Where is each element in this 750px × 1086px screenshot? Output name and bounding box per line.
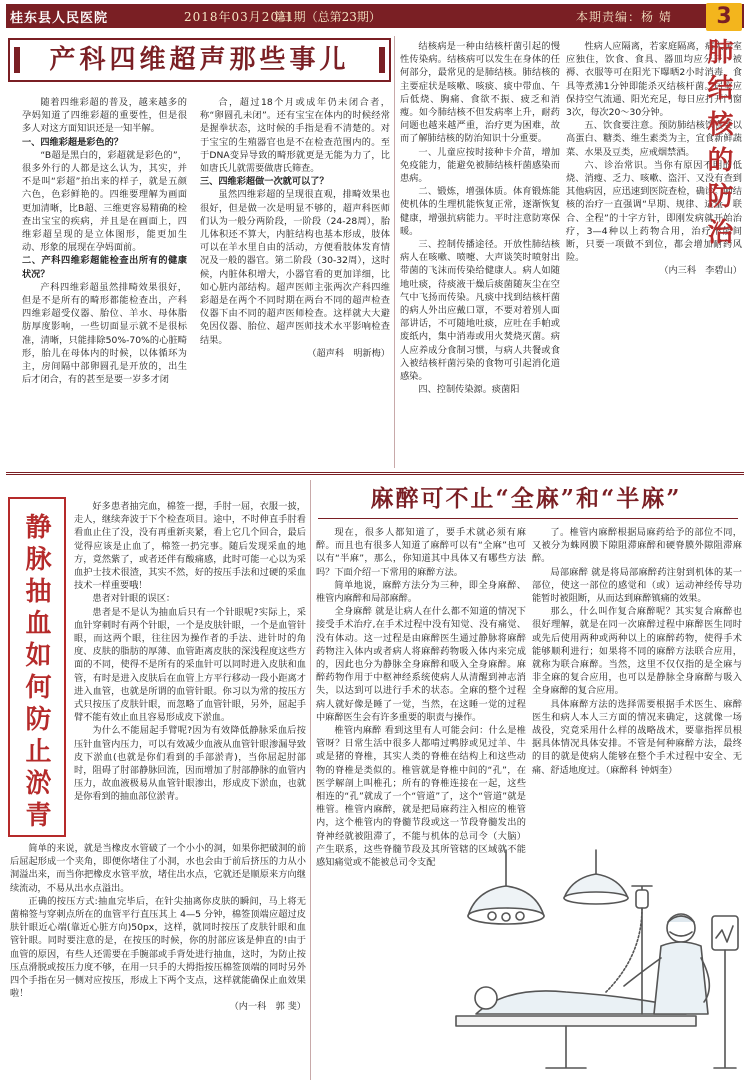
- author-credit: （内一科 郭 斐）: [229, 1001, 306, 1013]
- subheading: 二、产科四维彩超能检查出所有的健康状况？: [22, 255, 187, 280]
- paragraph: 合，超过18个月或成年仍未闭合者，称“卵圆孔未闭”。还有宝宝在体内的时候经常是握拳状态，这时候的手指是看不清楚的。对于宝宝的生殖器官也是不在检查范围内的。至于DNA变异导致的畸形就更是无能为力了，比如唐氏儿就需要做唐氏筛查。: [200, 97, 390, 175]
- operating-room-illustration: [446, 846, 742, 1082]
- subheading: 一、四维彩超是彩色的？: [22, 136, 124, 148]
- paragraph: 三、控制传播途径。开放性肺结核病人在咳嗽、喷嚏、大声谈笑时喷射出带菌的飞沫而传染给健康人。病人如随地吐痰，待痰液干燥后痰菌随灰尘在空气中飞扬而传染。凡痰中找到结核杆菌的病人外出应戴口罩，不要对着别人面部讲话，不可随地吐痰，应吐在手帕或废纸内，集中消毒或用火焚烧灭菌。病人应养成分食制习惯，与病人共餐或食入被结核杆菌污染的食物可引起消化道感染。: [400, 239, 560, 383]
- page-number-badge: 3: [706, 3, 742, 31]
- article2-title: 肺结核的防治: [703, 38, 733, 254]
- paragraph: 四、控制传染源。痰菌阳: [418, 384, 520, 396]
- paragraph: 结核病是一种由结核杆菌引起的慢性传染病。结核病可以发生在身体的任何部分，最常见的是肺结核。肺结核的主要症状是咳嗽、咳痰、痰中带血、午后低烧、胸痛、食欲不振、疲乏和消瘦。如今肺结核不但发病率上升，耐药问题也越来越严重，治疗更为困难，故而了解肺结核的防治知识十分重要。: [400, 41, 560, 145]
- paragraph: 患者是不是认为抽血后只有一个针眼呢?实际上，采血针穿刺时有两个针眼，一个是皮肤针眼，一个是血管针眼，而这两个眼，往往因为操作者的手法、进针时的角度、皮肤的脂肪的厚薄、血管距离皮肤的深浅程度这些方面的不同，使得不是所有的采血针可以同时进入皮肤和血管，有时是进入皮肤后在血管上方平行移动一段小距离才进入血管，也就是所谓的血管针眼。你习以为常的按压方式只按压了皮肤针眼，而忽略了血管针眼，另外，屈起手臂不能有效止血且容易形成皮下淤血。: [74, 606, 306, 724]
- editor-credit: 本期责编：杨 婧: [576, 10, 672, 24]
- paragraph: 虽然四维彩超的呈现很直观，排畸效果也很好，但是做一次是明显不够的，超声科医师们认为一般分两阶段，一阶段（24-28周），胎儿体积还不算大，内脏结构也基本形成，肢体可以在羊水里自由的活动，方便看肢体发育情况及一般的器官。第二阶段（30-32周），这时候，内脏体积增大，小器官看的更加详细，比如心脏内部结构。超声医师主张两次产科四维彩超是在两个不同时期在两台不同的超声检查仪器下由不同的超声医师检查。这样就大大避免因仪器、胎位、超声医师技术水平影响检查结果。: [200, 189, 390, 346]
- issue-date: 2018年03月20日: [184, 10, 293, 24]
- subheading: 三、四维彩超做一次就可以了？: [200, 176, 329, 188]
- author-credit: （超声科 明新梅）: [307, 347, 390, 359]
- paper-name: 桂东县人民医院: [10, 11, 109, 26]
- paragraph: 为什么不能屈起手臂呢?因为有效降低静脉采血后按压针血管内压力，可以有效减少血液从血管针眼渗漏导致皮下淤血(也就是你们看到的手部淤青)，当你屈起肘部时，阻碍了肘部静脉回流，因而增加了肘部静脉的血管内压力，故血液极易从血管针眼渗出，形成皮下淤血，也就是你看到的抽血部位淤青。: [74, 725, 306, 803]
- paragraph: 好多患者抽完血，棉签一摁，手肘一屈，衣服一披，走人，继续奔波于下个检查项目。途中，不时伸直手肘看看血止住了没，没有再重新夹紧，看上它几个回合，最后觉得应该是止血了，棉签一扔完事。随后发现采血的地方，竟然紫了，或者还伴有酸痛感，此时可能一心以为采血护士技术很渣，其实不然，好的按压手法和过硬的采血技术一样重要哦！: [74, 501, 306, 592]
- article3-column-bottom: [10, 842, 306, 1080]
- header-bar: [6, 4, 744, 28]
- paragraph: 了。椎管内麻醉根据局麻药给予的部位不同，又被分为蛛网膜下隙阻滞麻醉和硬脊膜外隙阻滞麻醉。: [532, 527, 742, 565]
- paragraph: 具体麻醉方法的选择需要根据手术医生、麻醉医生和病人本人三方面的情况来确定，这就像一场战役，究竟采用什么样的战略战术，要靠指挥员根据具体情况具体安排。不管是何种麻醉方法，最终的目的就是使病人能够在整个手术过程中安全、无痛、舒适地度过。（麻醉科 钟炳奎）: [532, 698, 742, 776]
- article4-column-2: [532, 526, 742, 844]
- article1-column-2: [200, 96, 390, 466]
- column-divider: [394, 36, 395, 468]
- paragraph: 局部麻醉 就是将局部麻醉药注射到机体的某一部位，使这一部位的感觉和（或）运动神经传导功能暂时被阻断，从而达到麻醉镇痛的效果。: [532, 566, 742, 605]
- paragraph: 全身麻醉 就是让病人在什么都不知道的情况下接受手术治疗,在手术过程中没有知觉、没有痛觉、没有体动。这一过程是由麻醉医生通过静脉将麻醉药物注入体内或者病人将麻醉药物吸入体内来完成的，因此也分为静脉全身麻醉和吸入全身麻醉。麻醉药物作用于中枢神经系统使病人从清醒到神志消失，以达到可以进行手术的状态。全麻的整个过程病人就好像是睡了一觉，当然，在这睡一觉的过程中麻醉医生会有许多重要的职责与操作。: [316, 606, 526, 723]
- paragraph: “B超是黑白的，彩超就是彩色的”，很多外行的人都是这么认为，其实，并不是叫“彩超”拍出来的样子，就是五颜六色，色彩鲜艳的。四维要理解为画面更加清晰，比B超、三维更容易精确的检查出宝宝的疾病，并且是在画面上，四维彩超呈现的是立体图形，能更加生动、形象的展现在孕妈面前。: [22, 149, 187, 254]
- article4-headline: 麻醉可不止“全麻”和“半麻”: [370, 485, 682, 512]
- article3-title: 静脉抽血如何防止淤青: [21, 513, 51, 833]
- column-divider: [310, 480, 311, 1080]
- issue-number: 第1期（总第23期）: [274, 10, 381, 24]
- paragraph: 二、锻炼，增强体质。体育锻炼能使机体的生理机能恢复正常，逐渐恢复健康，增强抗病能力。平时注意防寒保暖。: [400, 186, 560, 237]
- paragraph: 产科四维彩超虽然排畸效果很好，但是不是所有的畸形都能检查出，产科四维彩超受仪器、胎位、羊水、母体脂肪厚度影响，一些切面显示就不是很标准，清晰，只能排除50%-70%的心脏畸形，胎儿在母体内的时候，以体循环为主，房间隔中部卵圆孔是开放的，出生后才闭合，有的甚至是要一岁多才闭: [22, 281, 187, 386]
- paragraph: 椎管内麻醉 看到这里有人可能会问：什么是椎管呀？日常生活中很多人都啃过鸭脖或见过羊、牛或是猪的脊椎，其实人类的脊椎在结构上和这些动物的脊椎是类似的。椎管就是脊椎中间的“孔”，在医学解剖上叫椎孔；所有的脊椎连接在一起，这些相连的“孔”就成了一个“管道”了，这个“管道”就是椎管。椎管内麻醉，就是把局麻药注入相应的椎管内，这个椎管内的脊髓节段或这一节段脊髓发出的脊神经就被阻滞了，不能与机体的总司令（大脑）产生联系，这些脊髓节段及其所管辖的区域就不能感知痛觉或不能被总司令支配: [316, 725, 526, 869]
- paragraph: 简单的来说，就是当橡皮水管破了一个小小的洞，如果你把破洞的前后屈起形成一个夹角，即便你堵住了小洞，水也会由于前后挤压的力从小洞溢出来，而当你把橡皮水管平放，堵住出水点，它就还是顺原来方向继续流动，不易从出水点溢出。: [10, 843, 306, 894]
- author-credit: （内三科 李碧山）: [659, 265, 742, 277]
- headline-rule: [318, 518, 738, 519]
- paragraph: 正确的按压方式:抽血完毕后，在针尖抽离你皮肤的瞬间，马上将无菌棉签与穿刺点所在的血管平行直压其上 4—5 分钟，棉签顶端应超过皮肤针眼近心端(靠近心脏方向)50px，这样，就同时按压了皮肤针眼和血管针眼。同时要注意的是，在按压的时候，你的肘部应该是伸直的!由于血管的原因，有些人还需要在手腕部或手背处进行抽血，这时，为防止按压点滑脱或按压力度不够，在用一只手的大拇指按压棉签顶端的同时另外四个手指在另一侧对应按压，形成上下两个支点，这样就能确保止血效果啦！: [10, 895, 306, 1000]
- paragraph: 现在，很多人都知道了，要手术就必须有麻醉。而且也有很多人知道了麻醉可以有“全麻”也可以有“半麻”，那么，你知道其中具体又有哪些方法吗？下面介绍一下常用的麻醉方法。: [316, 527, 526, 578]
- paragraph: 性病人应隔离，若家庭隔离，病人居室应独住，饮食、食具、器皿均应分开。被褥、衣服等可在阳光下曝晒2小时消毒，食具等煮沸1分钟即能杀灭结核杆菌。居室应保持空气流通、阳光充足，每日应打开门窗3次，每次20～30分钟。: [566, 41, 742, 119]
- article2-column-1: [400, 40, 560, 468]
- paragraph: 六、诊治常识。当你有原因不明的低烧、消瘦、乏力、咳嗽、盗汗、又没有查到其他病因，应迅速到医院查检，确诊。肺结核的治疗一直强调“早期、规律、适量、联合、全程”的十字方针，即刚发病就开始治疗，3—4种以上药物合用，治疗不能间断，只要一项做不到位，都会增加耐药风险。: [566, 159, 742, 264]
- paragraph: 患者对针眼的误区：: [92, 593, 176, 605]
- paragraph: 随着四维彩超的普及，越来越多的孕妈知道了四维彩超的重要性，但是很多人对这方面知识还是一知半解。: [22, 97, 187, 135]
- article1-headline: 产科四维超声那些事儿: [8, 38, 391, 82]
- paragraph: 那么，什么叫作复合麻醉呢？其实复合麻醉也很好理解，就是在同一次麻醉过程中麻醉医生同时或先后使用两种或两种以上的麻醉药物，使得手术能够顺利进行；如果将不同的麻醉方法联合应用，就称为联合麻醉。当然，这里不仅仅指的是全麻与非全麻的复合应用，也可以是静脉全身麻醉与吸入全身麻醉的复合应用。: [532, 606, 742, 697]
- paragraph: 一、儿童应按时接种卡介苗，增加免疫能力，能避免被肺结核杆菌感染而患病。: [400, 146, 560, 185]
- paragraph: 简单地说，麻醉方法分为三种，即全身麻醉、椎管内麻醉和局部麻醉。: [316, 579, 526, 605]
- section-divider: [6, 472, 744, 475]
- article1-column-1: [22, 96, 187, 466]
- paragraph: 五、饮食要注意。预防肺结核饮食要以高蛋白、糖类、维生素类为主，宜食新鲜蔬菜、水果及豆类，应戒烟禁酒。: [566, 120, 742, 158]
- article3-column-top: [74, 500, 306, 840]
- article3-title-box: [8, 497, 66, 837]
